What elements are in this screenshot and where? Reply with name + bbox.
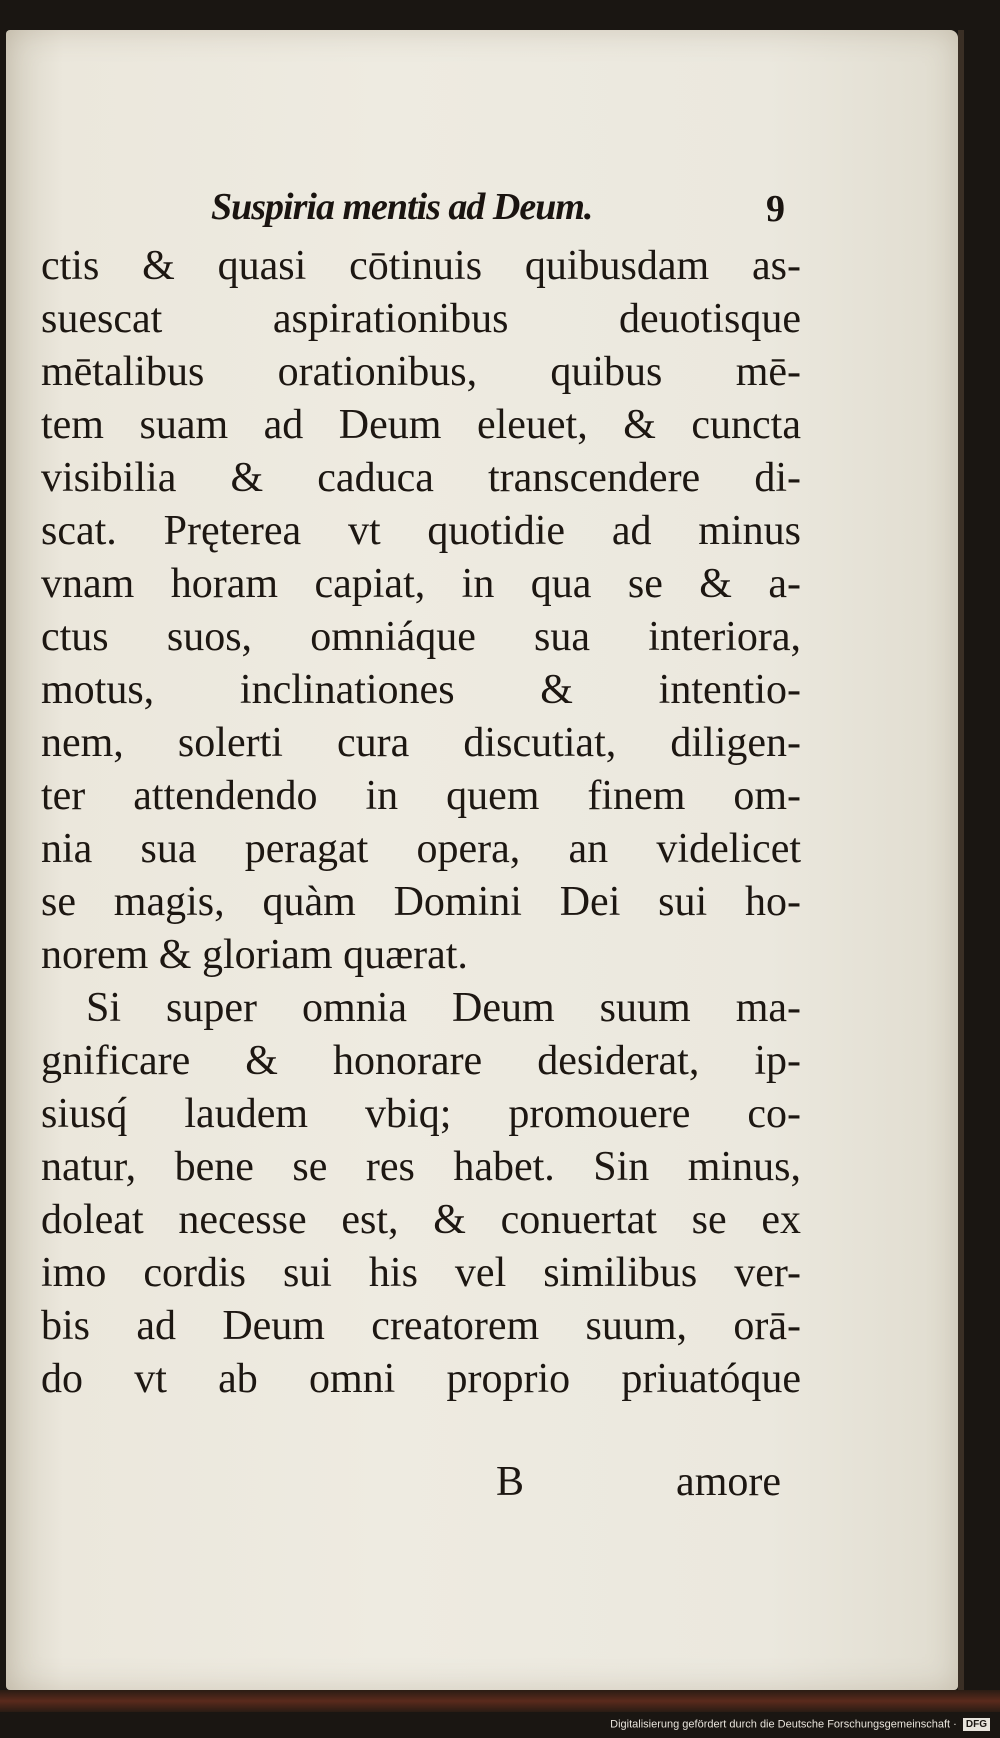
text-line: vnam horam capiat, in qua se & a- [41,561,801,607]
running-head: Suspiria mentis ad Deum. [211,186,593,228]
text-line: ctus suos, omniáque sua interiora, [41,614,801,660]
text-line: se magis, quàm Domini Dei sui ho- [41,879,801,925]
credit-text: Digitalisierung gefördert durch die Deutsche Forschungsgemeinschaft · [610,1718,957,1731]
digitization-credit [610,1718,990,1731]
text-line: gnificare & honorare desiderat, ip- [41,1038,801,1084]
text-line: nia sua peragat opera, an videlicet [41,826,801,872]
text-line: bis ad Deum creatorem suum, orā- [41,1303,801,1349]
text-line: doleat necesse est, & conuertat se ex [41,1197,801,1243]
text-line: mētalibus orationibus, quibus mē- [41,349,801,395]
text-line: ctis & quasi cōtinuis quibusdam as- [41,243,801,289]
dfg-logo: DFG [963,1718,990,1731]
text-line: do vt ab omni proprio priuatóque [41,1356,801,1402]
book-page [6,30,958,1690]
text-line: nem, solerti cura discutiat, diligen- [41,720,801,766]
catchline [41,1458,781,1511]
text-line: suescat aspirationibus deuotisque [41,296,801,342]
body-text [41,240,801,1406]
text-line: siusq́ laudem vbiq; promouere co- [41,1091,801,1137]
text-line: imo cordis sui his vel similibus ver- [41,1250,801,1296]
folio-number: 9 [766,188,785,230]
text-line: ter attendendo in quem finem om- [41,773,801,819]
text-line: norem & gloriam quærat. [41,932,468,978]
text-line: natur, bene se res habet. Sin minus, [41,1144,801,1190]
text-line: tem suam ad Deum eleuet, & cuncta [41,402,801,448]
catchword: amore [676,1459,781,1505]
text-line: motus, inclinationes & intentio- [41,667,801,713]
text-line: scat. Pręterea vt quotidie ad minus [41,508,801,554]
text-line: visibilia & caduca transcendere di- [41,455,801,501]
page-edge [958,30,964,1690]
scan-border [0,1690,1000,1712]
signature-mark: B [496,1459,525,1505]
text-line: Si super omnia Deum suum ma- [86,985,801,1031]
page-header [6,185,958,235]
